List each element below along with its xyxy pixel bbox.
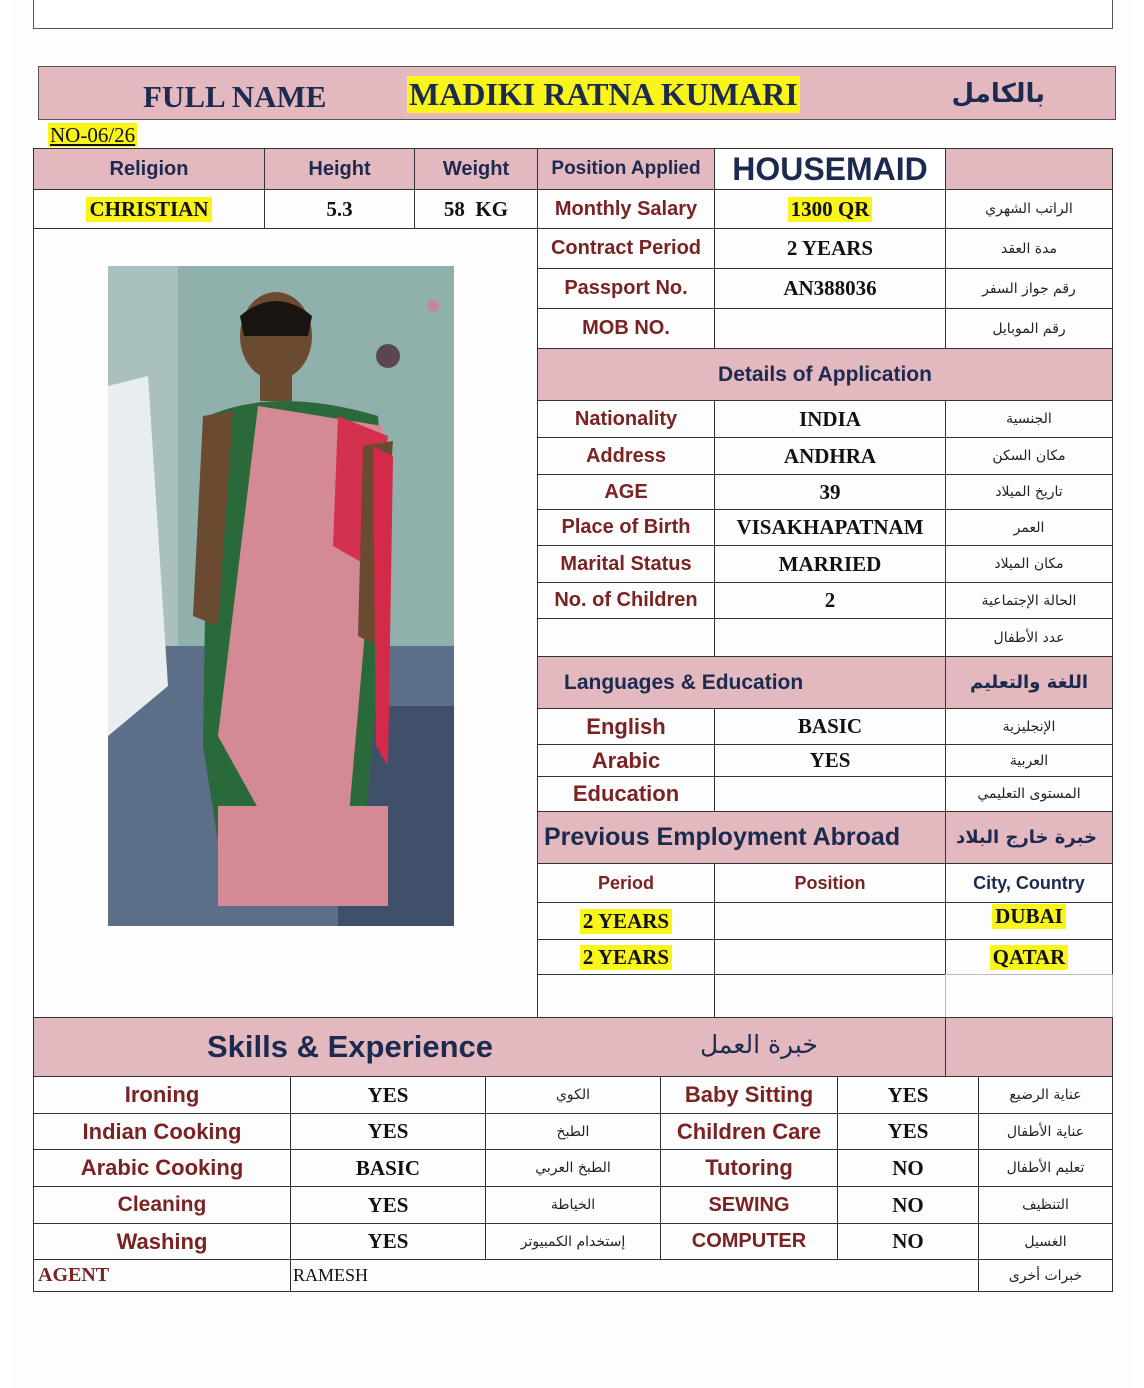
detail-value [714,618,946,657]
religion-value: CHRISTIAN [86,197,211,222]
detail-value: ANDHRA [714,437,946,475]
employment-heading-arabic: خبرة خارج البلاد [945,811,1113,864]
skill-value: YES [837,1113,979,1150]
job-value: AN388036 [714,268,946,309]
skill-label: COMPUTER [660,1223,838,1260]
details-heading: Details of Application [537,348,1113,401]
job-arabic: رقم جواز السفر [945,268,1113,309]
detail-value: MARRIED [714,545,946,583]
employment-period: 2 YEARS [580,909,672,934]
language-arabic: العربية [945,744,1113,777]
position-label: Position Applied [537,148,715,190]
detail-arabic: العمر [945,509,1113,546]
skill-arabic: الخياطة [485,1186,661,1224]
detail-value: 39 [714,474,946,510]
skills-heading-arabic: خبرة العمل [700,1030,818,1059]
language-arabic: الإنجليزية [945,708,1113,745]
full-name-label: FULL NAME [143,79,327,114]
detail-arabic: مكان الميلاد [945,545,1113,583]
skill-label: Washing [33,1223,291,1260]
job-arabic: الراتب الشهري [945,189,1113,229]
job-label: MOB NO. [537,308,715,349]
weight-value: 58 KG [414,189,538,229]
detail-value: INDIA [714,400,946,438]
skill-value: NO [837,1186,979,1224]
job-arabic: مدة العقد [945,228,1113,269]
detail-label [537,618,715,657]
skill-value: BASIC [290,1149,486,1187]
skill-label: Arabic Cooking [33,1149,291,1187]
job-value-cell [714,189,946,229]
job-label: Contract Period [537,228,715,269]
skill-arabic: الطبخ العربي [485,1149,661,1187]
employment-country-cell [945,902,1113,940]
detail-arabic: عدد الأطفال [945,618,1113,657]
skill-value: YES [290,1113,486,1150]
job-value: 2 YEARS [714,228,946,269]
detail-label: No. of Children [537,582,715,619]
skill-label: Cleaning [33,1186,291,1224]
employment-country: DUBAI [992,904,1066,929]
job-label: Passport No. [537,268,715,309]
reference-number: NO-06/26 [50,123,136,147]
skill-arabic: عناية الأطفال [978,1113,1113,1150]
detail-arabic: مكان السكن [945,437,1113,475]
language-label: Education [537,776,715,812]
language-value [714,776,946,812]
employment-empty-cell [537,974,715,1018]
languages-heading-arabic: اللغة والتعليم [945,656,1113,709]
employment-col-period: Period [537,863,715,903]
detail-label: Marital Status [537,545,715,583]
detail-arabic: تاريخ الميلاد [945,474,1113,510]
skill-label: Children Care [660,1113,838,1150]
skill-arabic: عناية الرضيع [978,1076,1113,1114]
employment-col-country: City, Country [945,863,1113,903]
employment-period-cell [537,902,715,940]
skill-label: Indian Cooking [33,1113,291,1150]
language-label: English [537,708,715,745]
agent-name: RAMESH [290,1259,979,1292]
skill-arabic: الغسيل [978,1223,1113,1260]
agent-label: AGENT [33,1259,291,1292]
language-value: BASIC [714,708,946,745]
skill-value: YES [837,1076,979,1114]
weight-label: Weight [414,148,538,190]
religion-label: Religion [33,148,265,190]
full-name-arabic: بالكامل [951,79,1045,109]
skill-value: NO [837,1149,979,1187]
agent-arabic: خبرات أخرى [978,1259,1113,1292]
skill-arabic: تعليم الأطفال [978,1149,1113,1187]
religion-cell [33,189,265,229]
skill-arabic: الطبخ [485,1113,661,1150]
language-value: YES [714,744,946,777]
employment-period: 2 YEARS [580,945,672,970]
detail-label: Nationality [537,400,715,438]
salary-value: 1300 QR [788,197,873,222]
employment-period-cell [537,939,715,975]
top-border-box [33,0,1113,29]
detail-label: AGE [537,474,715,510]
language-label: Arabic [537,744,715,777]
employment-country: QATAR [990,945,1069,970]
skill-arabic: إستخدام الكمبيوتر [485,1223,661,1260]
applicant-photo [108,266,454,926]
skill-value: YES [290,1076,486,1114]
skill-arabic: الكوي [485,1076,661,1114]
employment-country-cell [945,939,1113,975]
job-arabic: رقم الموبايل [945,308,1113,349]
detail-arabic: الجنسية [945,400,1113,438]
detail-arabic: الحالة الإجتماعية [945,582,1113,619]
detail-label: Address [537,437,715,475]
employment-position [714,902,946,940]
employment-col-position: Position [714,863,946,903]
detail-value: 2 [714,582,946,619]
skills-heading: Skills & Experience [33,1017,946,1077]
employment-empty-cell [945,974,1113,1018]
employment-empty-cell [714,974,946,1018]
languages-heading: Languages & Education [537,656,946,709]
language-arabic: المستوى التعليمي [945,776,1113,812]
position-value: HOUSEMAID [714,148,946,190]
employment-position [714,939,946,975]
position-arabic-cell [945,148,1113,190]
detail-label: Place of Birth [537,509,715,546]
skill-value: YES [290,1223,486,1260]
full-name-value: MADIKI RATNA KUMARI [409,76,798,112]
skill-value: NO [837,1223,979,1260]
skill-label: Tutoring [660,1149,838,1187]
employment-heading: Previous Employment Abroad [537,811,946,864]
job-label: Monthly Salary [537,189,715,229]
detail-value: VISAKHAPATNAM [714,509,946,546]
height-value: 5.3 [264,189,415,229]
full-name-banner [38,66,1116,120]
skill-value: YES [290,1186,486,1224]
skill-arabic: التنظيف [978,1186,1113,1224]
skill-label: Baby Sitting [660,1076,838,1114]
height-label: Height [264,148,415,190]
skill-label: Ironing [33,1076,291,1114]
job-value [714,308,946,349]
skill-label: SEWING [660,1186,838,1224]
skills-heading-filler [945,1017,1113,1077]
